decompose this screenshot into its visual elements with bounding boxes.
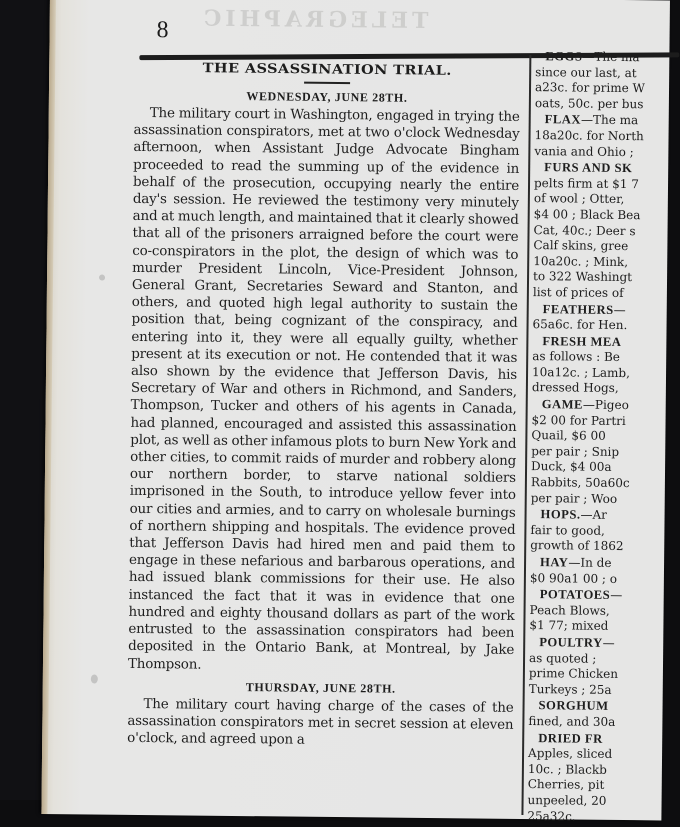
market-entry-line: $4 00 ; Black Bea: [533, 207, 641, 223]
market-entry: [530, 555, 670, 588]
market-entry-heading: HOPS.—Ar: [540, 507, 607, 523]
market-entry-line: oats, 50c. per bus: [534, 95, 644, 112]
market-entry-line: fair to good,: [530, 522, 605, 538]
market-entry-line: since our last, at: [535, 64, 637, 80]
page-number: 8: [156, 17, 169, 44]
market-entry-line: pelts firm at $1 7: [533, 175, 639, 191]
market-entry-line: Turkeys ; 25a: [528, 681, 612, 697]
article-column: [127, 59, 520, 751]
market-entry: [532, 334, 673, 398]
market-entry: [529, 635, 670, 699]
market-entry-line: Quail, $6 00: [531, 428, 606, 444]
market-entry-line: prime Chicken: [528, 666, 619, 682]
market-entry-heading: FLAX—The ma: [544, 112, 639, 128]
market-entry-line: 10a12c. ; Lamb,: [531, 364, 631, 380]
article-paragraph-thursday: The military court having charge of the cases of the assassination conspirators met in secret session at eleven o'clock, and agreed upon a: [127, 696, 514, 748]
market-entry-heading: FURS AND SK: [544, 160, 633, 176]
market-entry-heading: POTATOES—: [539, 587, 623, 603]
article-headline: THE ASSASSINATION TRIAL.: [202, 60, 452, 79]
market-entry-line: per pair ; Snip: [531, 443, 620, 459]
market-entry-line: 65a6c. for Hen.: [532, 317, 628, 333]
market-entry-line: vania and Ohio ;: [534, 143, 634, 159]
market-entry-heading: DRIED FR: [538, 730, 603, 746]
market-entry-line: 10c. ; Blackb: [527, 761, 607, 777]
market-entry-line: list of prices of: [532, 284, 624, 300]
market-entry-line: Cat, 40c.; Deer s: [533, 222, 636, 238]
headline-rule: [304, 82, 350, 84]
market-entry-heading: GAME—Pigeo: [541, 397, 629, 413]
market-entry-heading: EGGS—The ma: [545, 49, 640, 65]
bleed-through-text: TELEGRAPHIC: [199, 5, 429, 34]
market-entry: [527, 731, 668, 826]
market-entry-line: $2 00 for Partri: [531, 412, 626, 428]
dateline-wednesday: WEDNESDAY, JUNE 28TH.: [246, 89, 408, 105]
market-entry: [535, 49, 676, 113]
market-entry-line: $1 77; mixed: [529, 618, 609, 634]
market-entry: [529, 587, 669, 635]
market-entry-heading: POULTRY—: [539, 635, 615, 650]
ink-spot: [91, 674, 98, 683]
market-report-column: [527, 49, 675, 827]
market-entry-line: as follows : Be: [532, 349, 621, 365]
market-entry: [534, 112, 674, 160]
market-entry-line: unpeeled, 20: [527, 792, 607, 808]
market-entry-line: of wool ; Otter,: [533, 191, 625, 207]
market-entry-line: dressed Hogs,: [531, 380, 619, 396]
market-entry: [533, 160, 674, 302]
market-entry-line: Rabbits, 50a60c: [530, 475, 630, 491]
ink-spot: [99, 275, 105, 281]
market-entry-heading: FEATHERS—: [542, 301, 626, 317]
market-entry-line: Cherries, pit: [527, 777, 605, 793]
market-entry-line: a23c. for prime W: [534, 80, 645, 96]
market-entry-line: Peach Blows,: [529, 602, 610, 618]
market-entry: [532, 302, 672, 335]
market-entry-heading: HAY—In de: [540, 555, 612, 570]
newspaper-page: [41, 0, 670, 824]
article-paragraph-wednesday: The military court in Washington, engaged in trying the assassination conspirators, met at two o'clock Wednesday afternoon, when Assistant Judge Advocate Bingham proceeded to read the summing up of the evidence in behalf of the prosecution, occupying nearly the entire day's session. He reviewed the testimony very minutely and at much length, and maintained that it clearly showed that all of the prisoners arraigned before the court were co-conspirators in the plot, the design of which was to murder President Lincoln, Vice-President Johnson, General Grant, Secretaries Seward and Stanton, and others, and quoted high legal authority to sustain the position that, being cognizant of the conspiracy, and entering into it, they were all equally guilty, whether present at its execution or not. He contended that it was also shown by the evidence that Jefferson Davis, his Secretary of War and others in Richmond, and Sanders, Thompson, Tucker and others of his agents in Canada, had planned, encouraged and assisted this assassination plot, as well as other infamous plots to burn New York and other cities, to commit raids of murder and robbery along our northern border, to starve national soldiers imprisoned in the South, to introduce yellow fever into our cities and armies, and to carry on wholesale burnings of northern shipping and hospitals. The evidence proved that Jefferson Davis had hired men and paid them to engage in these nefarious and barbarous operations, and had issued blank commissions for their use. He also instanced the fact that it was in evidence that one hundred and eighty thousand dollars as part of the work entrusted to the assassination conspirators had been deposited in the Ontario Bank, at Montreal, by Jake Thompson.: [127, 106, 520, 673]
market-entry-line: 18a20c. for North: [534, 128, 644, 144]
market-entry: [528, 698, 668, 731]
market-entry-line: fined, and 30a: [528, 713, 616, 729]
market-entry-line: per pair ; Woo: [530, 490, 618, 506]
market-entry: [530, 507, 670, 555]
market-entry-line: Duck, $4 00a: [531, 459, 612, 475]
market-entry-line: 25a32c.: [527, 808, 576, 824]
market-entry-line: $0 90a1 00 ; o: [529, 570, 618, 586]
market-entry-line: Apples, sliced: [528, 746, 613, 762]
market-entry: [531, 397, 672, 508]
market-entry-heading: FRESH MEA: [542, 333, 622, 349]
dateline-thursday: THURSDAY, JUNE 28TH.: [245, 679, 396, 696]
market-entry-heading: SORGHUM: [538, 698, 609, 714]
page-edge: [41, 0, 56, 814]
market-entry-line: 10a20c. ; Mink,: [533, 253, 629, 269]
market-entry-line: to 322 Washingt: [532, 269, 633, 285]
market-entry-line: as quoted ;: [529, 650, 597, 666]
market-entry-line: Calf skins, gree: [533, 238, 629, 254]
market-entry-line: growth of 1862: [530, 538, 624, 554]
